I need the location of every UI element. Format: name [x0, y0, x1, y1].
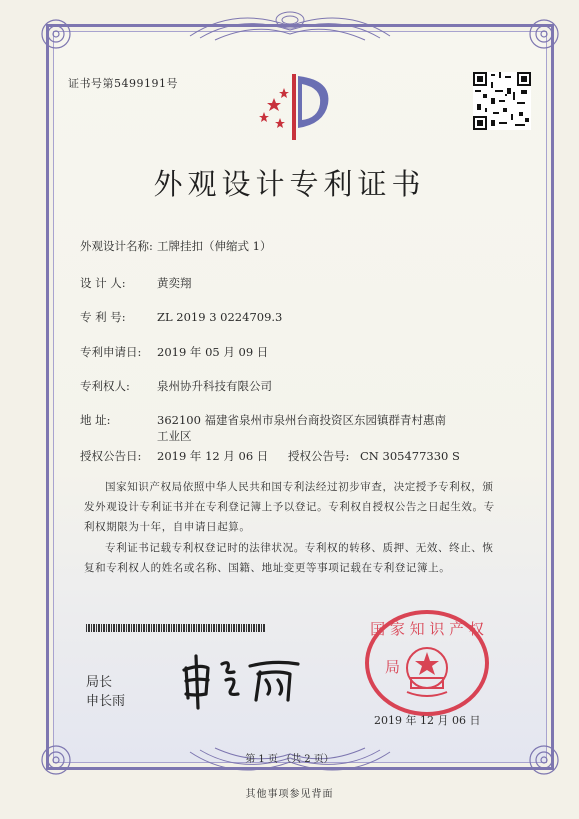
- svg-text:国 家 知 识 产 权: 国 家 知 识 产 权: [370, 620, 484, 638]
- signatory-name: 申长雨: [86, 694, 126, 709]
- field-label: 专利权人:: [80, 379, 130, 393]
- grant-number-label: 授权公告号:: [288, 449, 350, 463]
- field-label: 地 址:: [80, 413, 111, 427]
- grant-date-value: 2019 年 12 月 06 日: [157, 449, 269, 463]
- document-title: 外观设计专利证书: [153, 167, 426, 201]
- field-value: 工业区: [157, 429, 192, 443]
- seal-date: 2019 年 12 月 06 日: [374, 714, 481, 727]
- svg-text:局: 局: [385, 658, 401, 676]
- certificate-number: 证书号第5499191号: [68, 77, 178, 90]
- barcode: [86, 624, 266, 632]
- signatory-title: 局长: [86, 675, 113, 690]
- top-ornament: [185, 6, 395, 46]
- handwritten-signature: [178, 650, 308, 710]
- field-application-date: [80, 344, 268, 360]
- page-number: 第 1 页 （共 2 页）: [245, 754, 334, 765]
- qr-code: [473, 72, 531, 130]
- paragraph-2: 专利证书记载专利权登记时的法律状况。专利权的转移、质押、无效、终止、恢复和专利权人的姓名或名称、国籍、地址变更等事项记载在专利登记簿上。: [84, 542, 494, 574]
- field-value: 362100 福建省泉州市泉州台商投资区东园镇群青村惠南: [157, 413, 447, 427]
- grant-date-label: 授权公告日:: [80, 449, 142, 463]
- field-value: 黄奕翔: [157, 276, 192, 290]
- field-label: 设 计 人:: [80, 276, 126, 290]
- back-note: 其他事项参见背面: [245, 789, 334, 800]
- field-label: 外观设计名称:: [80, 239, 153, 253]
- paragraph-1: 国家知识产权局依照中华人民共和国专利法经过初步审查，决定授予专利权，颁发外观设计专利证书并在专利登记簿上予以登记。专利权自授权公告之日起生效。专利权期限为十年，自申请日起算。: [84, 481, 495, 533]
- field-address-line2: [157, 428, 192, 444]
- field-value: 2019 年 05 月 09 日: [157, 345, 269, 359]
- field-address: [80, 412, 446, 428]
- field-value: ZL 2019 3 0224709.3: [157, 310, 283, 324]
- field-label: 专 利 号:: [80, 310, 126, 324]
- field-designer: [80, 275, 192, 291]
- cnipa-logo: [254, 68, 334, 148]
- field-patent-number: [80, 309, 282, 325]
- grant-row: [80, 448, 460, 464]
- official-seal: [363, 608, 491, 718]
- field-design-name: [80, 238, 271, 254]
- field-value: 泉州协升科技有限公司: [157, 379, 272, 393]
- field-value: 工牌挂扣（伸缩式 1）: [157, 239, 272, 253]
- corner-ornament-tr: [524, 14, 564, 54]
- field-patentee: [80, 378, 272, 394]
- field-label: 专利申请日:: [80, 345, 142, 359]
- corner-ornament-tl: [36, 14, 76, 54]
- grant-number-value: CN 305477330 S: [360, 449, 460, 463]
